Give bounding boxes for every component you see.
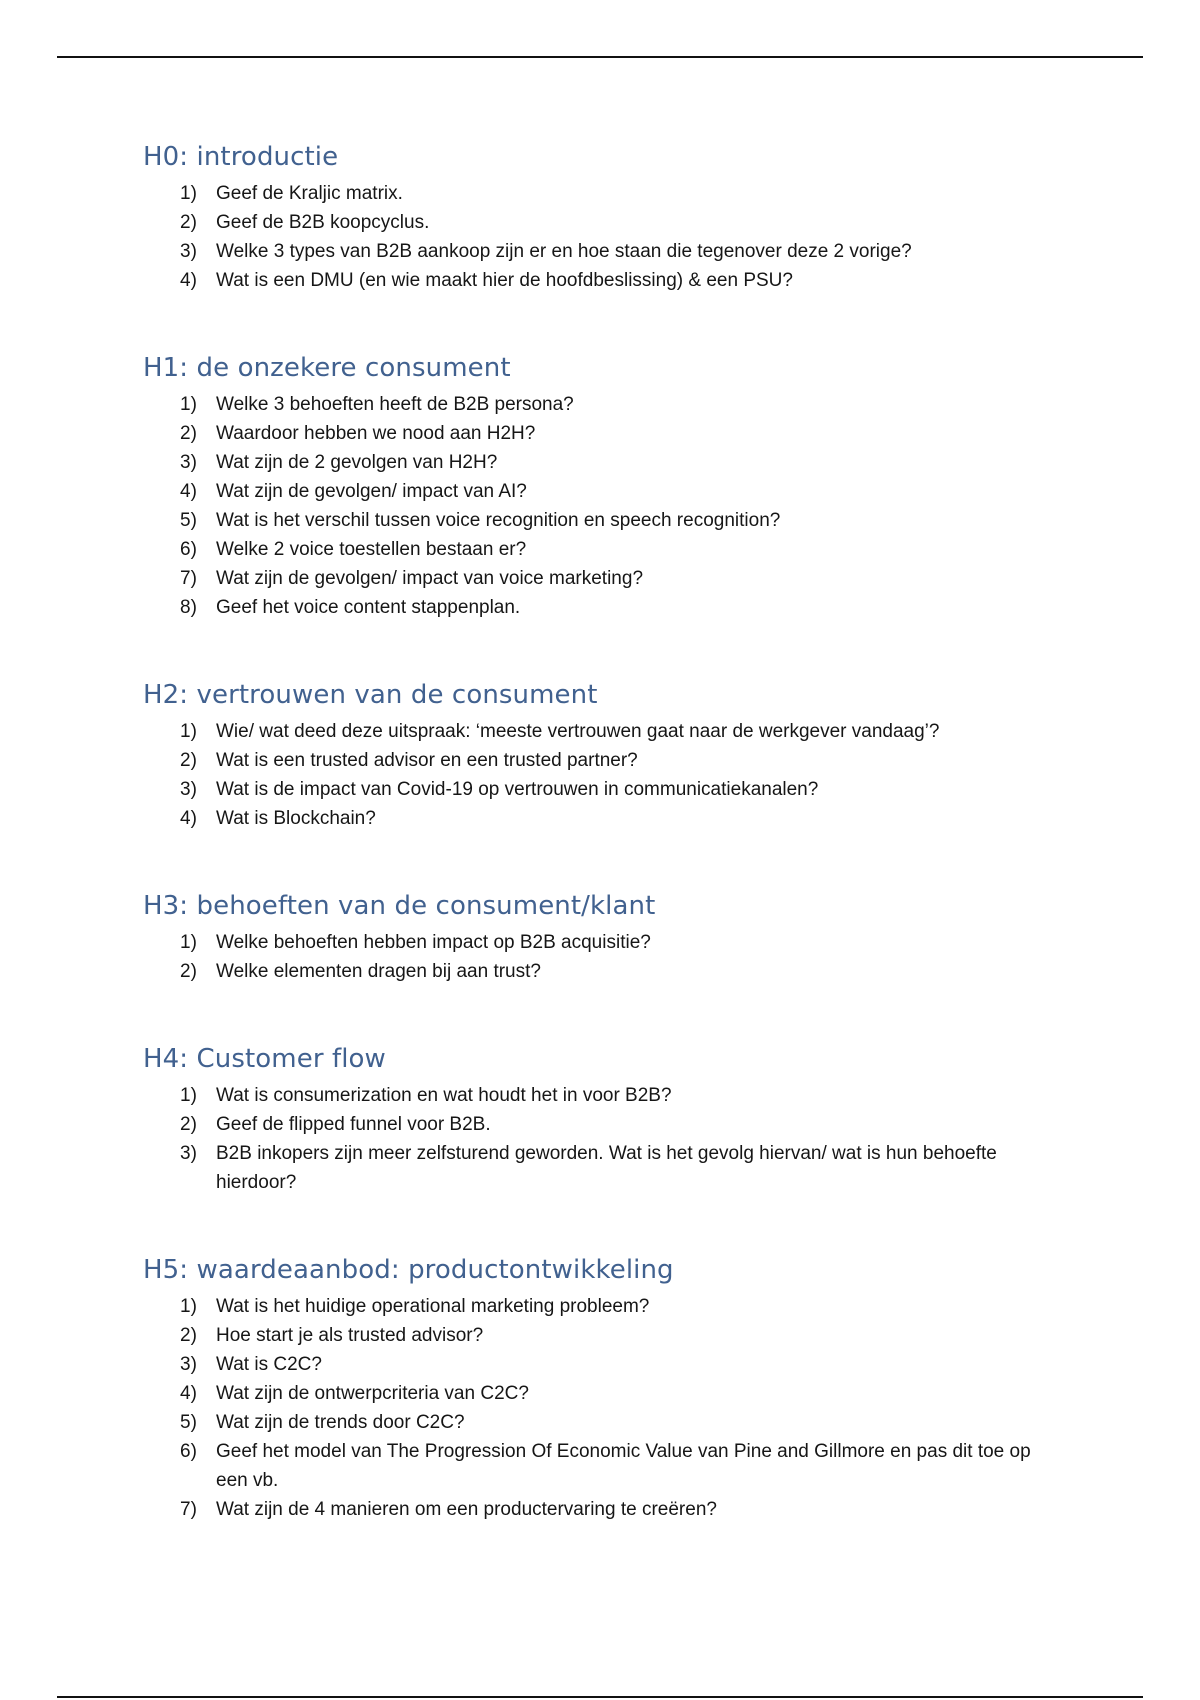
question-text: Wat is het verschil tussen voice recognition en speech recognition? xyxy=(216,510,781,531)
question-number: 7) xyxy=(180,1499,197,1520)
question-number: 1) xyxy=(180,932,197,953)
question-text: Welke behoeften hebben impact op B2B acquisitie? xyxy=(216,932,651,953)
question-text: Wat is consumerization en wat houdt het in voor B2B? xyxy=(216,1085,672,1106)
list-item xyxy=(143,535,1063,564)
question-number: 2) xyxy=(180,212,197,233)
question-text: Welke 3 types van B2B aankoop zijn er en hoe staan die tegenover deze 2 vorige? xyxy=(216,241,912,262)
question-text: Welke 3 behoeften heeft de B2B persona? xyxy=(216,394,574,415)
list-item xyxy=(143,477,1063,506)
question-text: B2B inkopers zijn meer zelfsturend geworden. Wat is het gevolg hiervan/ wat is hun behoefte hierdoor? xyxy=(216,1143,997,1193)
section-heading: H4: Customer flow xyxy=(143,1044,386,1074)
section-h3 xyxy=(143,889,1063,986)
question-text: Wat is een trusted advisor en een trusted partner? xyxy=(216,750,638,771)
question-number: 5) xyxy=(180,510,197,531)
list-item xyxy=(143,1110,1063,1139)
question-number: 4) xyxy=(180,481,197,502)
question-text: Geef de flipped funnel voor B2B. xyxy=(216,1114,491,1135)
list-item xyxy=(143,775,1063,804)
question-number: 1) xyxy=(180,721,197,742)
question-number: 3) xyxy=(180,452,197,473)
top-rule xyxy=(57,56,1143,58)
list-item xyxy=(143,237,1063,266)
list-item xyxy=(143,1437,1063,1495)
question-number: 8) xyxy=(180,597,197,618)
question-text: Geef de Kraljic matrix. xyxy=(216,183,403,204)
section-h0 xyxy=(143,140,1063,295)
list-item xyxy=(143,448,1063,477)
section-heading: H5: waardeaanbod: productontwikkeling xyxy=(143,1255,674,1285)
list-item xyxy=(143,1139,1063,1197)
question-number: 2) xyxy=(180,1325,197,1346)
section-h1 xyxy=(143,351,1063,622)
question-number: 6) xyxy=(180,539,197,560)
question-text: Hoe start je als trusted advisor? xyxy=(216,1325,484,1346)
question-text: Wat is de impact van Covid-19 op vertrouwen in communicatiekanalen? xyxy=(216,779,819,800)
question-list xyxy=(143,179,1063,295)
question-number: 3) xyxy=(180,1354,197,1375)
question-number: 3) xyxy=(180,241,197,262)
question-number: 4) xyxy=(180,270,197,291)
question-list xyxy=(143,717,1063,833)
question-number: 1) xyxy=(180,183,197,204)
list-item xyxy=(143,957,1063,986)
bottom-rule xyxy=(57,1696,1143,1698)
question-number: 2) xyxy=(180,961,197,982)
list-item xyxy=(143,564,1063,593)
question-number: 7) xyxy=(180,568,197,589)
list-item xyxy=(143,208,1063,237)
question-number: 4) xyxy=(180,808,197,829)
list-item xyxy=(143,1081,1063,1110)
section-heading: H0: introductie xyxy=(143,142,339,172)
list-item xyxy=(143,1495,1063,1524)
section-h5 xyxy=(143,1253,1063,1524)
question-text: Geef het model van The Progression Of Economic Value van Pine and Gillmore en pas dit toe op een vb. xyxy=(216,1441,1031,1491)
question-text: Waardoor hebben we nood aan H2H? xyxy=(216,423,536,444)
question-number: 3) xyxy=(180,779,197,800)
question-text: Geef het voice content stappenplan. xyxy=(216,597,521,618)
section-heading: H3: behoeften van de consument/klant xyxy=(143,891,656,921)
question-number: 4) xyxy=(180,1383,197,1404)
question-text: Wat is het huidige operational marketing probleem? xyxy=(216,1296,650,1317)
question-list xyxy=(143,390,1063,622)
question-text: Wat zijn de 2 gevolgen van H2H? xyxy=(216,452,498,473)
question-number: 2) xyxy=(180,423,197,444)
list-item xyxy=(143,1379,1063,1408)
list-item xyxy=(143,419,1063,448)
question-number: 3) xyxy=(180,1143,197,1164)
list-item xyxy=(143,804,1063,833)
section-h4 xyxy=(143,1042,1063,1197)
question-text: Welke elementen dragen bij aan trust? xyxy=(216,961,541,982)
question-text: Welke 2 voice toestellen bestaan er? xyxy=(216,539,527,560)
question-text: Wie/ wat deed deze uitspraak: ‘meeste vertrouwen gaat naar de werkgever vandaag’? xyxy=(216,721,940,742)
question-list xyxy=(143,928,1063,986)
question-number: 1) xyxy=(180,1296,197,1317)
list-item xyxy=(143,746,1063,775)
list-item xyxy=(143,506,1063,535)
document-body xyxy=(143,140,1063,1580)
question-text: Wat zijn de gevolgen/ impact van AI? xyxy=(216,481,527,502)
list-item xyxy=(143,179,1063,208)
question-text: Wat zijn de 4 manieren om een productervaring te creëren? xyxy=(216,1499,717,1520)
section-h2 xyxy=(143,678,1063,833)
question-text: Wat zijn de gevolgen/ impact van voice marketing? xyxy=(216,568,644,589)
question-number: 6) xyxy=(180,1441,197,1462)
question-list xyxy=(143,1081,1063,1197)
list-item xyxy=(143,717,1063,746)
question-text: Wat is C2C? xyxy=(216,1354,322,1375)
question-text: Geef de B2B koopcyclus. xyxy=(216,212,430,233)
list-item xyxy=(143,1350,1063,1379)
list-item xyxy=(143,266,1063,295)
question-number: 1) xyxy=(180,394,197,415)
question-text: Wat zijn de trends door C2C? xyxy=(216,1412,465,1433)
list-item xyxy=(143,928,1063,957)
question-text: Wat zijn de ontwerpcriteria van C2C? xyxy=(216,1383,529,1404)
question-text: Wat is een DMU (en wie maakt hier de hoofdbeslissing) & een PSU? xyxy=(216,270,793,291)
list-item xyxy=(143,1292,1063,1321)
list-item xyxy=(143,1408,1063,1437)
question-number: 2) xyxy=(180,750,197,771)
list-item xyxy=(143,593,1063,622)
list-item xyxy=(143,1321,1063,1350)
list-item xyxy=(143,390,1063,419)
section-heading: H2: vertrouwen van de consument xyxy=(143,680,598,710)
question-text: Wat is Blockchain? xyxy=(216,808,376,829)
question-number: 5) xyxy=(180,1412,197,1433)
question-number: 1) xyxy=(180,1085,197,1106)
section-heading: H1: de onzekere consument xyxy=(143,353,511,383)
question-number: 2) xyxy=(180,1114,197,1135)
question-list xyxy=(143,1292,1063,1524)
